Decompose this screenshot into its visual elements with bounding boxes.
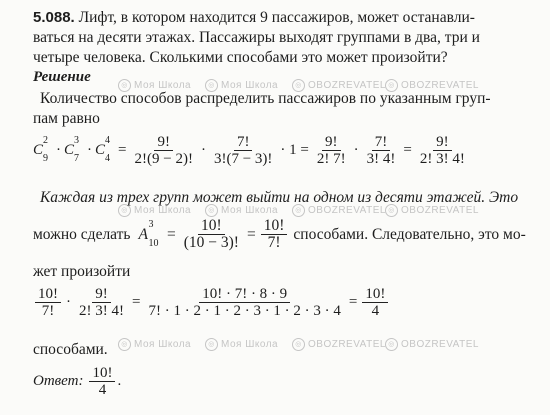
fraction: $\frac{10!}{7!}$ <box>35 286 61 319</box>
watermark-logo-icon: ◎ <box>118 79 131 92</box>
fraction: $\frac{10!}{4}$ <box>362 286 388 319</box>
fraction: $\frac{7!}{3! 4!}$ <box>366 134 396 167</box>
formula-combinations: C 2 9 · C 3 7 · C 4 4 = $\frac{9!}{2!(9 - 2)!}$ · $\frac{7!}{3!(7 - 3)!}$ · 1 = $\frac{9!}{2! 7!}$ · $\frac{7!}{3! 4!}$ = $\frac{9!}{2! 3! 4!}$ <box>33 134 470 167</box>
watermark: ◎ OBOZREVATEL <box>385 338 479 351</box>
watermark-logo-icon: ◎ <box>292 204 305 217</box>
watermark-logo-icon: ◎ <box>385 79 398 92</box>
solution-heading: Решение <box>33 69 91 85</box>
watermark: ◎ OBOZREVATEL <box>385 79 479 92</box>
formula-total: $\frac{10!}{7!}$ · $\frac{9!}{2! 3! 4!}$ = $\frac{10! \cdot 7! \cdot 8 \cdot 9}{7! \cdot 1 \cdot 2 \cdot 1 \cdot 2 \cdot 3 \cdot 1 \cdot 2 \cdot 3 \cdot 4}$ = $\frac{10!}{4}$ <box>33 286 390 319</box>
watermark: ◎ Моя Школа <box>118 79 191 92</box>
watermark: ◎ OBOZREVATEL <box>292 204 386 217</box>
fraction: $\frac{9!}{2! 7!}$ <box>316 134 346 167</box>
solution-line-5: жет произойти <box>33 263 131 280</box>
watermark-logo-icon: ◎ <box>118 204 131 217</box>
solution-line-3: Каждая из трех групп может выйти на одном из десяти этажей. Это <box>40 189 519 206</box>
watermark-logo-icon: ◎ <box>205 204 218 217</box>
problem-line-2: ваться на десяти этажах. Пассажиры выходят группами в два, три и <box>33 29 480 46</box>
watermark: ◎ OBOZREVATEL <box>292 338 386 351</box>
watermark: ◎ OBOZREVATEL <box>292 79 386 92</box>
fraction: $\frac{10! \cdot 7! \cdot 8 \cdot 9}{7! \cdot 1 \cdot 2 \cdot 1 \cdot 2 \cdot 3 \cdot 1 \cdot 2 \cdot 3 \cdot 4}$ <box>148 286 341 319</box>
formula-arrangements-line: можно сделать A 3 10 = $\frac{10!}{(10 - 3)!}$ = $\frac{10!}{7!}$ способами. Следовательно, это мо- <box>33 217 526 251</box>
fraction: $\frac{10!}{7!}$ <box>261 218 288 251</box>
problem-line-1: 5.088. Лифт, в котором находится 9 пассажиров, может останавли- <box>33 9 475 26</box>
answer-fraction: $\frac{10!}{4}$ <box>89 365 115 398</box>
fraction: $\frac{7!}{3!(7 - 3)!}$ <box>213 134 273 167</box>
combination-c3: C 4 4 <box>95 135 111 164</box>
fraction: $\frac{9!}{2! 3! 4!}$ <box>419 134 465 167</box>
combination-c2: C 3 7 <box>64 135 80 164</box>
fraction: $\frac{9!}{2! 3! 4!}$ <box>79 286 124 319</box>
combination-c1: C 2 9 <box>33 135 48 164</box>
problem-number: 5.088. <box>33 9 75 26</box>
watermark-logo-icon: ◎ <box>205 338 218 351</box>
watermark-logo-icon: ◎ <box>118 338 131 351</box>
answer: Ответ: $\frac{10!}{4}$ . <box>33 365 122 398</box>
watermark: ◎ Моя Школа <box>205 204 278 217</box>
watermark-logo-icon: ◎ <box>292 79 305 92</box>
watermark-logo-icon: ◎ <box>205 79 218 92</box>
problem-line-3: четыре человека. Сколькими способами это может произойти? <box>33 49 448 66</box>
watermark: ◎ OBOZREVATEL <box>385 204 479 217</box>
solution-line-1: Количество способов распределить пассажиров по указанным груп- <box>40 90 491 107</box>
watermark: ◎ Моя Школа <box>118 338 191 351</box>
solution-line-2: пам равно <box>33 110 100 127</box>
watermark-logo-icon: ◎ <box>385 204 398 217</box>
watermark-logo-icon: ◎ <box>292 338 305 351</box>
fraction: $\frac{10!}{(10 - 3)!}$ <box>183 217 239 251</box>
answer-label: Ответ: <box>33 373 84 389</box>
watermark: ◎ Моя Школа <box>118 204 191 217</box>
solution-line-6: способами. <box>33 341 108 358</box>
watermark: ◎ Моя Школа <box>205 79 278 92</box>
watermark: ◎ Моя Школа <box>205 338 278 351</box>
fraction: $\frac{9!}{2!(9 - 2)!}$ <box>134 134 193 167</box>
arrangement-a: A 3 10 <box>138 218 159 249</box>
watermark-logo-icon: ◎ <box>385 338 398 351</box>
